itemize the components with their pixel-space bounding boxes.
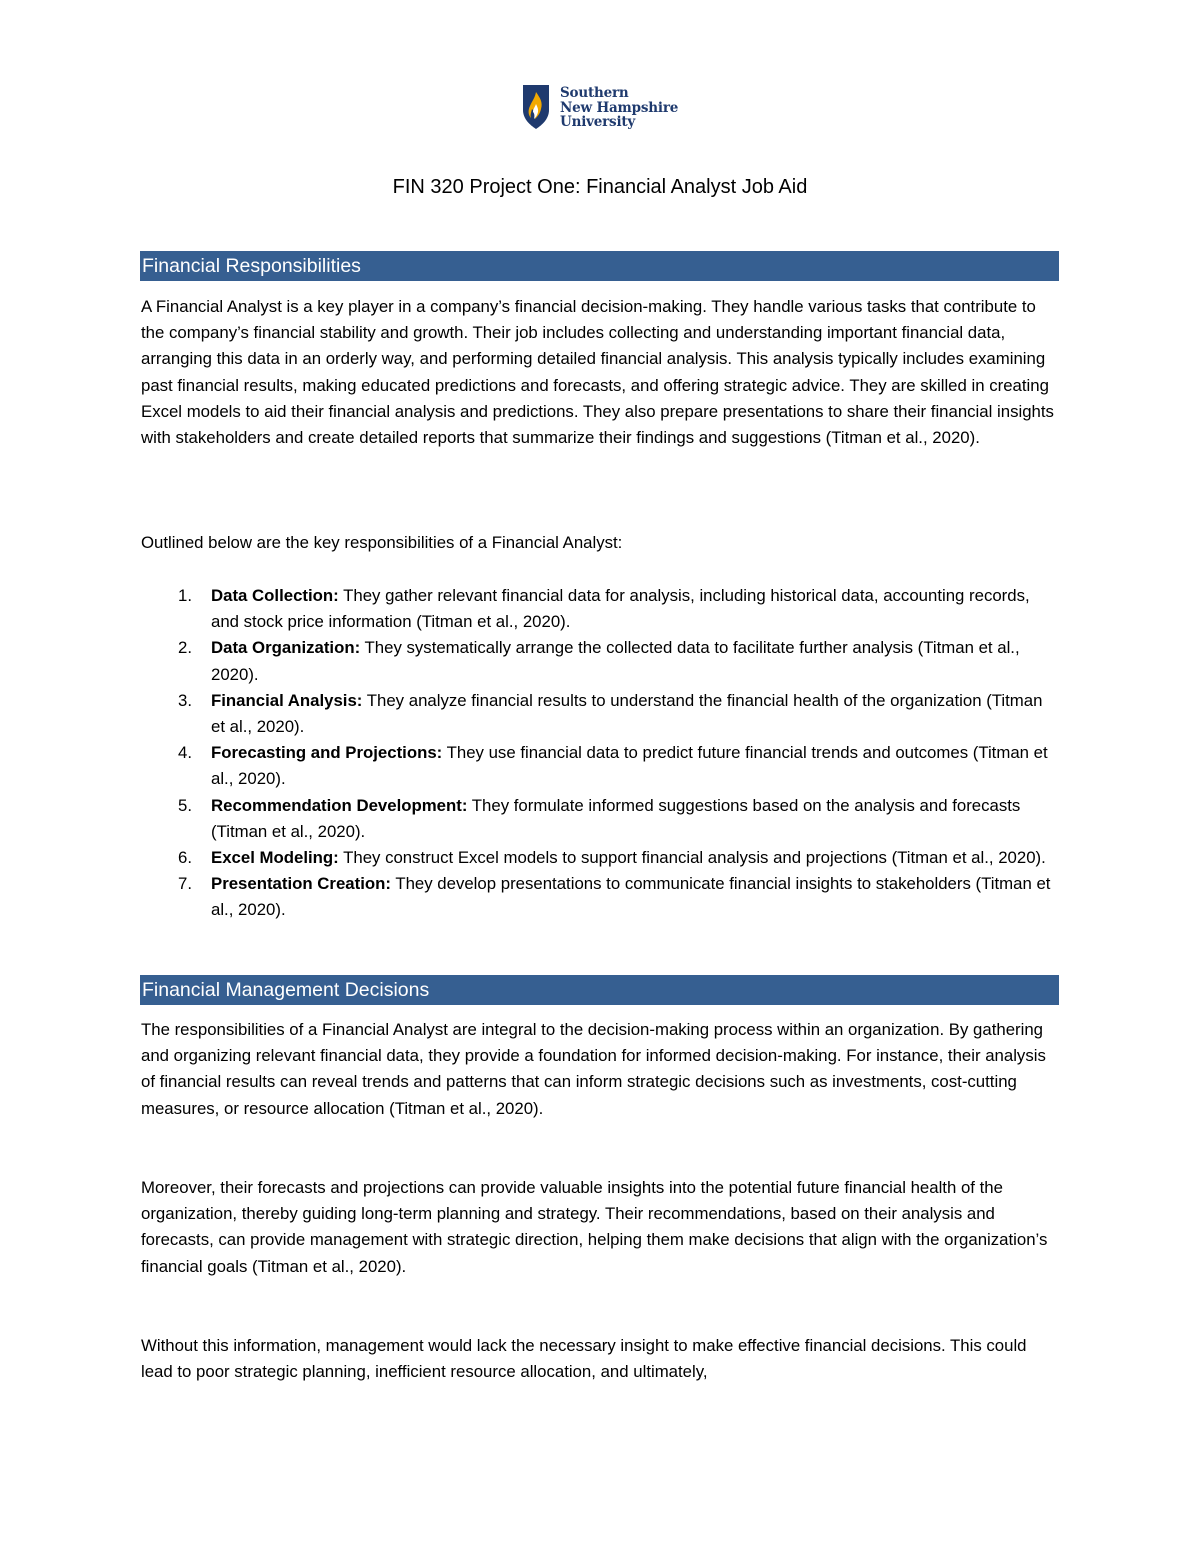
responsibilities-lead-paragraph: Outlined below are the key responsibilities of a Financial Analyst: [141, 533, 623, 552]
list-item-term: Data Collection: [211, 586, 339, 605]
shield-flame-icon [522, 84, 550, 130]
list-item-text: They analyze financial results to understand the financial health of the organization (Titman et al., 2020). [211, 690, 1043, 737]
list-item-term: Forecasting and Projections: [211, 743, 443, 763]
list-item-term: Financial Analysis: [211, 690, 363, 710]
list-item-term: Presentation Creation: [211, 874, 391, 894]
decisions-paragraph-3: Without this information, management would lack the necessary insight to make effective financial decisions. This could lead to poor strategic planning, inefficient resource allocation, and ultimately, [141, 1336, 1027, 1382]
list-item-text: They formulate informed suggestions based on the analysis and forecasts (Titman et al., 2020). [211, 795, 1021, 841]
list-item-number: 3. [178, 690, 192, 710]
logo-wordmark [560, 86, 678, 130]
responsibilities-list [141, 583, 1061, 924]
responsibilities-intro-paragraph: A Financial Analyst is a key player in a company’s financial decision-making. They handle various tasks that contribute to the company’s financial stability and growth. Their job includes collecting and understanding important financial data, arranging this data in an orderly way, and performing detailed financial analysis. This analysis typically includes examining past financial results, making educated predictions and forecasts, and offering strategic advice. They are skilled in creating Excel models to aid their financial analysis and predictions. They also prepare presentations to share their financial insights with stakeholders and create detailed reports that summarize their findings and suggestions (Titman et al., 2020). [141, 297, 1054, 448]
list-item-text: They develop presentations to communicate financial insights to stakeholders (Titman et al., 2020). [211, 874, 1051, 920]
list-item-text: They use financial data to predict future financial trends and outcomes (Titman et al., 2020). [211, 743, 1048, 789]
list-item-term: Excel Modeling: [211, 848, 339, 868]
logo-line-2: New Hampshire [560, 99, 679, 116]
list-item-number: 1. [178, 586, 192, 605]
list-item [141, 845, 1061, 871]
logo-line-3: University [560, 114, 636, 130]
list-item-number: 7. [178, 874, 192, 894]
list-item-text: They systematically arrange the collected data to facilitate further analysis (Titman et al., 2020). [211, 638, 1020, 684]
document-title: FIN 320 Project One: Financial Analyst Job Aid [392, 176, 808, 198]
list-item [141, 688, 1061, 740]
university-logo [522, 84, 692, 132]
list-item-term: Recommendation Development: [211, 795, 468, 815]
list-item [141, 793, 1061, 845]
list-item [141, 740, 1061, 792]
list-item-text: They construct Excel models to support financial analysis and projections (Titman et al., 2020). [338, 848, 1046, 868]
list-item-number: 5. [178, 795, 192, 815]
decisions-paragraph-2: Moreover, their forecasts and projections can provide valuable insights into the potential future financial health of the organization, thereby guiding long-term planning and strategy. Their recommendations, based on their analysis and forecasts, can provide management with strategic direction, helping them make decisions that align with the organization’s financial goals (Titman et al., 2020). [141, 1178, 1048, 1276]
list-item-term: Data Organization: [211, 638, 361, 658]
section-heading-financial-responsibilities: Financial Responsibilities [140, 251, 1059, 281]
list-item-number: 6. [178, 848, 192, 868]
logo-line-1: Southern [560, 85, 629, 101]
list-item-number: 2. [178, 638, 192, 658]
list-item-number: 4. [178, 743, 192, 763]
list-item [141, 583, 1061, 635]
list-item [141, 635, 1061, 687]
decisions-paragraph-1: The responsibilities of a Financial Analyst are integral to the decision-making process within an organization. By gathering and organizing relevant financial data, they provide a foundation for informed decision-making. For instance, their analysis of financial results can reveal trends and patterns that can inform strategic decisions such as investments, cost-cutting measures, or resource allocation (Titman et al., 2020). [141, 1020, 1046, 1118]
section-heading-financial-management-decisions: Financial Management Decisions [140, 975, 1059, 1005]
list-item [141, 871, 1061, 923]
list-item-text: They gather relevant financial data for analysis, including historical data, accounting records, and stock price information (Titman et al., 2020). [211, 586, 1030, 632]
